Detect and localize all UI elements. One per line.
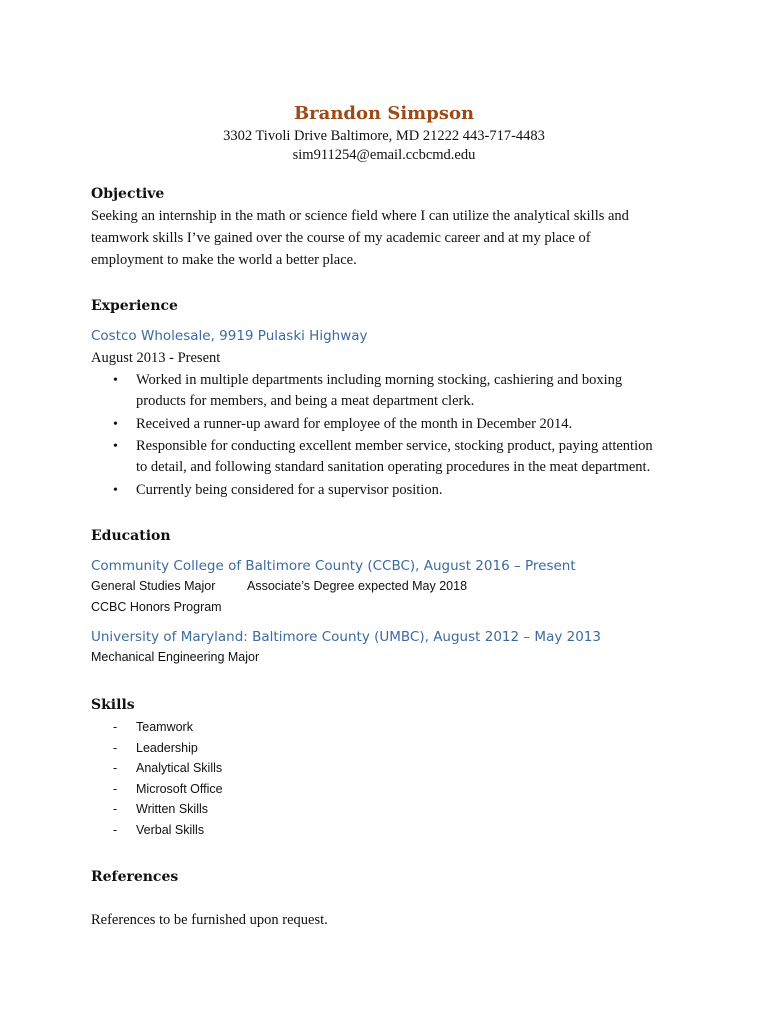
bullet-text: Worked in multiple departments including morning stocking, cashiering and boxing (136, 372, 623, 388)
bullet-text: to detail, and following standard sanitation operating procedures in the meat department. (136, 459, 651, 475)
objective-section (91, 184, 691, 271)
list-item (91, 799, 691, 820)
bullet-text: Currently being considered for a supervisor position. (136, 481, 443, 498)
dash-icon: - (113, 761, 118, 776)
objective-line: employment to make the world a better place. (91, 252, 357, 268)
objective-line: Seeking an internship in the math or science field where I can utilize the analytical skills and (91, 208, 629, 224)
dash-icon: - (113, 822, 118, 837)
skill-text: Written Skills (136, 802, 209, 817)
list-item (91, 370, 691, 412)
skill-text: Verbal Skills (136, 822, 205, 837)
bullet-icon: • (113, 482, 118, 498)
references-section (91, 867, 691, 930)
bullet-text: products for members, and being a meat department clerk. (136, 393, 475, 409)
school-umbc: University of Maryland: Baltimore County (UMBC), August 2012 – May 2013 (91, 629, 601, 645)
list-item (91, 414, 691, 435)
dash-icon: - (113, 740, 118, 755)
education-section (91, 526, 691, 668)
ccbc-major: General Studies Major (91, 579, 216, 593)
employer-name: Costco Wholesale, 9919 Pulaski Highway (91, 328, 368, 344)
ccbc-program: CCBC Honors Program (91, 599, 222, 614)
list-item (91, 738, 691, 759)
list-item (91, 480, 691, 501)
list-item (91, 779, 691, 800)
list-item (91, 820, 691, 841)
list-item (91, 717, 691, 738)
ccbc-degree: Associate’s Degree expected May 2018 (247, 579, 468, 593)
dash-icon: - (113, 720, 118, 734)
experience-heading: Experience (91, 298, 178, 314)
list-item (91, 436, 691, 478)
skills-list (91, 717, 691, 841)
education-heading: Education (91, 528, 171, 544)
experience-bullets (91, 370, 691, 501)
bullet-text: Responsible for conducting excellent member service, stocking product, paying attention (136, 438, 653, 454)
resume-header (0, 101, 768, 164)
skill-text: Leadership (136, 740, 198, 755)
dash-icon: - (113, 781, 118, 796)
objective-heading: Objective (91, 186, 165, 202)
list-item (91, 758, 691, 779)
skill-text: Microsoft Office (136, 781, 223, 796)
bullet-text: Received a runner-up award for employee of the month in December 2014. (136, 415, 573, 432)
objective-line: teamwork skills I’ve gained over the course of my academic career and at my place of (91, 230, 591, 246)
school-ccbc: Community College of Baltimore County (CCBC), August 2016 – Present (91, 558, 576, 574)
experience-section (91, 296, 691, 502)
skill-text: Analytical Skills (136, 761, 223, 776)
references-heading: References (91, 869, 179, 885)
skills-heading: Skills (91, 697, 135, 713)
skill-text: Teamwork (136, 720, 193, 734)
bullet-icon: • (113, 416, 118, 432)
bullet-icon: • (113, 439, 118, 454)
skills-section (91, 695, 691, 841)
bullet-icon: • (113, 373, 118, 388)
objective-text (91, 205, 691, 271)
dash-icon: - (113, 802, 118, 817)
email-address: sim911254@email.ccbcmd.edu (292, 146, 476, 163)
address-phone: 3302 Tivoli Drive Baltimore, MD 21222 443-717-4483 (223, 128, 545, 144)
employment-dates: August 2013 - Present (91, 350, 221, 366)
ccbc-major-row (91, 576, 691, 597)
umbc-major: Mechanical Engineering Major (91, 650, 260, 664)
references-text: References to be furnished upon request. (91, 912, 328, 928)
applicant-name: Brandon Simpson (293, 103, 475, 124)
